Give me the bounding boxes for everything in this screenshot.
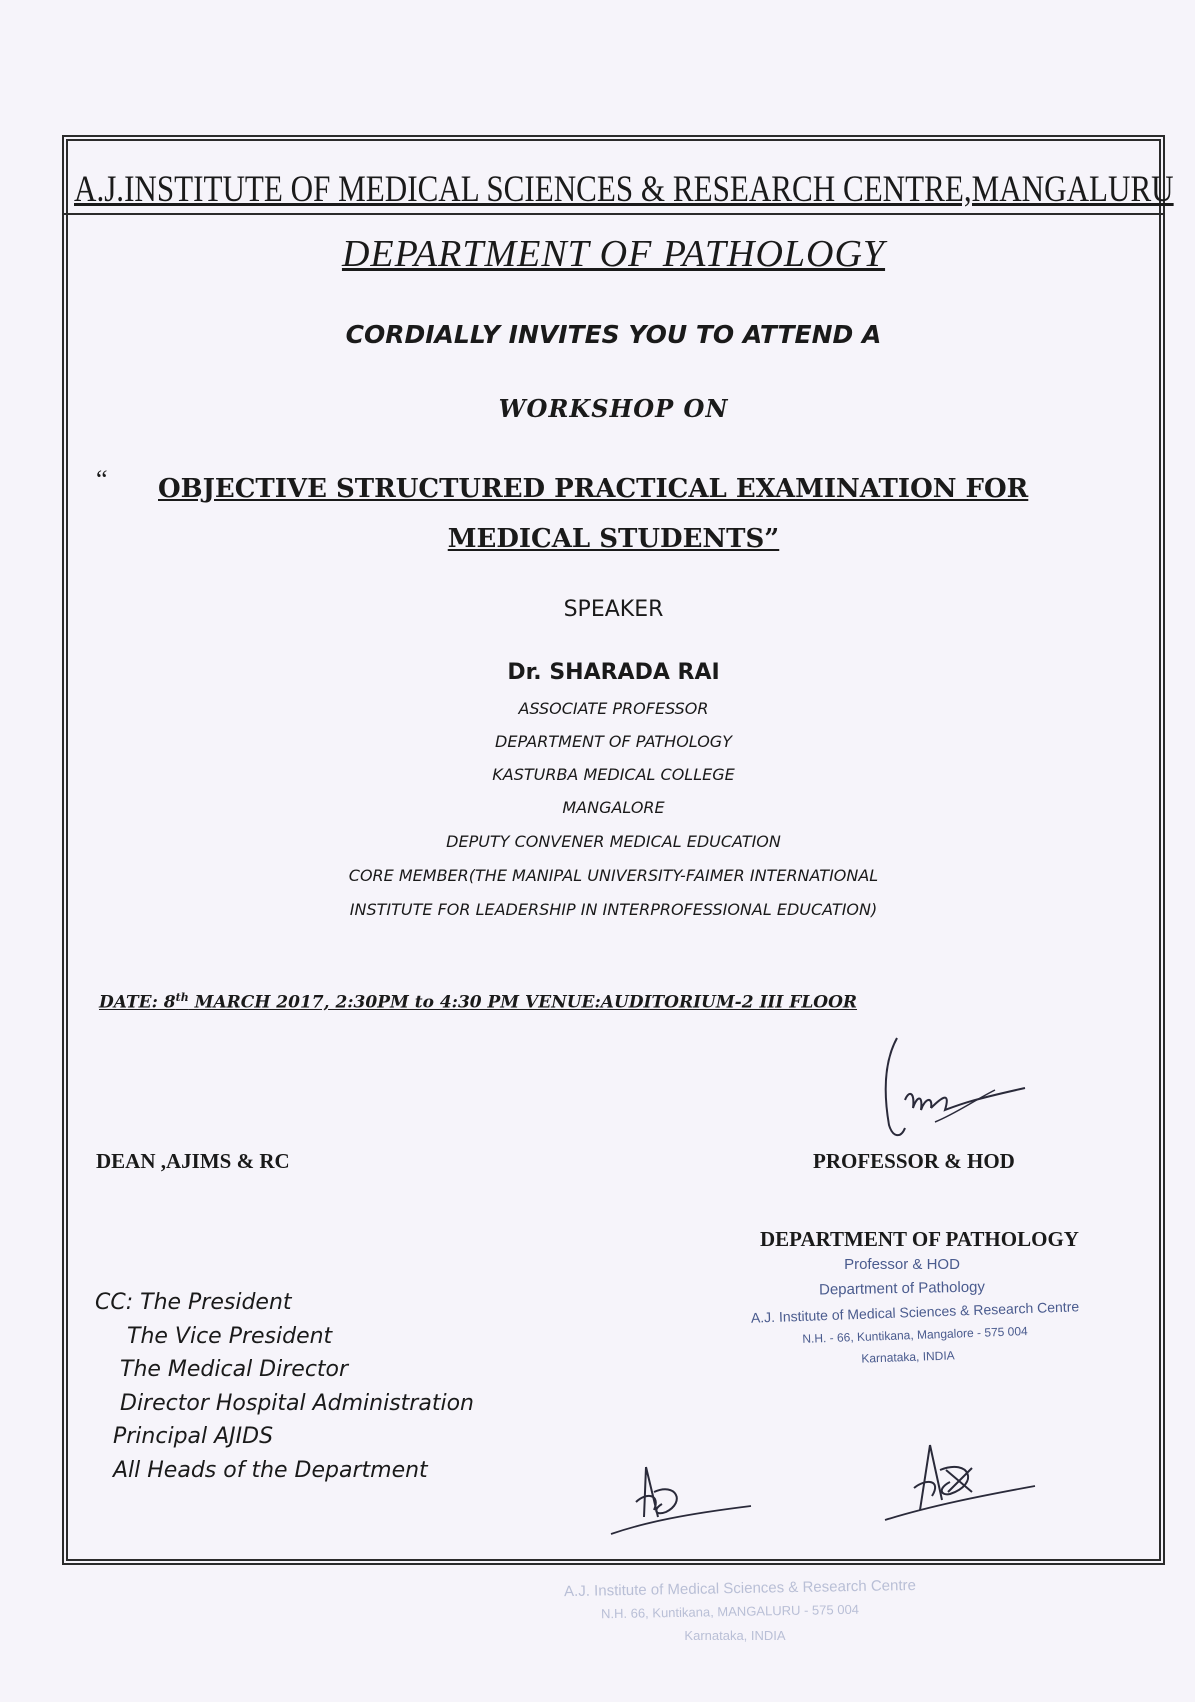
seal-line: Karnataka, INDIA bbox=[684, 1628, 786, 1643]
stamp-line: N.H. - 66, Kuntikana, Mangalore - 575 004 bbox=[802, 1324, 1028, 1346]
department-title: DEPARTMENT OF PATHOLOGY bbox=[341, 233, 886, 275]
date-venue-line bbox=[99, 991, 1159, 1013]
stamp-line: Professor & HOD bbox=[844, 1256, 960, 1273]
speaker-credential: INSTITUTE FOR LEADERSHIP IN INTERPROFESSIONAL EDUCATION) bbox=[349, 900, 878, 919]
cc-line: The Vice President bbox=[127, 1324, 333, 1349]
professor-signatory: PROFESSOR & HOD bbox=[813, 1149, 1015, 1173]
workshop-topic-line1: OBJECTIVE STRUCTURED PRACTICAL EXAMINATION FOR bbox=[158, 474, 1029, 504]
speaker-credential: DEPARTMENT OF PATHOLOGY bbox=[495, 732, 732, 751]
open-quote: “ bbox=[96, 465, 108, 494]
initials-signature bbox=[606, 1462, 756, 1542]
hod-signature bbox=[875, 1030, 1035, 1150]
dean-signatory: DEAN ,AJIMS & RC bbox=[96, 1149, 290, 1173]
invitation-line: CORDIALLY INVITES YOU TO ATTEND A bbox=[345, 320, 882, 349]
stamp-line: Department of Pathology bbox=[818, 1278, 986, 1299]
speaker-credential: MANGALORE bbox=[562, 798, 665, 817]
speaker-label: SPEAKER bbox=[563, 597, 664, 622]
institute-name: A.J.INSTITUTE OF MEDICAL SCIENCES & RESEARCH CENTRE,MANGALURU bbox=[74, 169, 1174, 210]
speaker-credential: KASTURBA MEDICAL COLLEGE bbox=[492, 765, 735, 784]
speaker-name: Dr. SHARADA RAI bbox=[507, 660, 720, 685]
speaker-credential: ASSOCIATE PROFESSOR bbox=[518, 699, 709, 718]
initials-signature bbox=[880, 1440, 1040, 1530]
date-ordinal: th bbox=[175, 991, 189, 1004]
header-divider bbox=[62, 213, 1165, 215]
date-prefix: DATE: 8 bbox=[99, 992, 176, 1013]
stamp-line: Karnataka, INDIA bbox=[861, 1348, 955, 1366]
workshop-label: WORKSHOP ON bbox=[498, 394, 729, 423]
stamp-line: A.J. Institute of Medical Sciences & Research Centre bbox=[750, 1298, 1080, 1326]
cc-line: Director Hospital Administration bbox=[120, 1391, 474, 1416]
date-venue-rest: MARCH 2017, 2:30PM to 4:30 PM VENUE:AUDITORIUM-2 III FLOOR bbox=[188, 992, 858, 1013]
workshop-topic-line2: MEDICAL STUDENTS” bbox=[447, 524, 780, 554]
seal-line: A.J. Institute of Medical Sciences & Research Centre bbox=[563, 1576, 917, 1601]
speaker-credential: CORE MEMBER(THE MANIPAL UNIVERSITY-FAIMER INTERNATIONAL bbox=[348, 866, 879, 885]
seal-line: N.H. 66, Kuntikana, MANGALURU - 575 004 bbox=[600, 1601, 860, 1622]
cc-line: CC: The President bbox=[95, 1290, 292, 1315]
speaker-credential: DEPUTY CONVENER MEDICAL EDUCATION bbox=[446, 832, 781, 851]
cc-line: All Heads of the Department bbox=[113, 1458, 428, 1483]
cc-line: Principal AJIDS bbox=[113, 1424, 274, 1449]
department-signatory: DEPARTMENT OF PATHOLOGY bbox=[760, 1227, 1079, 1251]
cc-line: The Medical Director bbox=[120, 1357, 349, 1382]
